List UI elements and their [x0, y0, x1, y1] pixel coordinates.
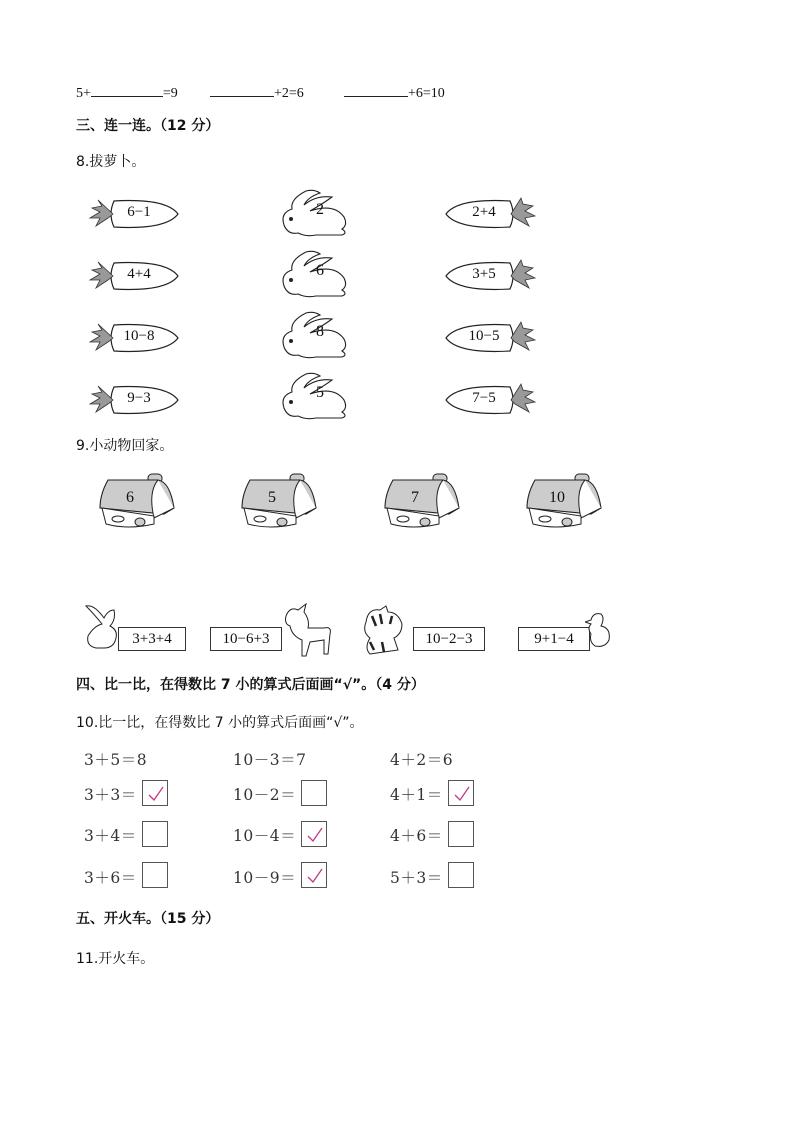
checkmark-icon	[452, 784, 472, 804]
answer-checkbox[interactable]	[448, 780, 474, 806]
section-3-heading: 三、连一连。（12 分）	[76, 118, 220, 134]
answer-checkbox[interactable]	[142, 780, 168, 806]
answer-checkbox[interactable]	[142, 821, 168, 847]
animal-expression-3[interactable]: 10−2−3	[413, 627, 485, 651]
answer-checkbox[interactable]	[142, 862, 168, 888]
goat-icon	[280, 600, 336, 660]
right-carrot-2[interactable]: 3+5	[443, 258, 538, 294]
question-10-title: 10.比一比，在得数比 7 小的算式后面画“√”。	[76, 715, 364, 731]
checkmark-icon	[305, 866, 325, 886]
answer-blank[interactable]	[210, 84, 274, 97]
rabbit-icon	[276, 246, 351, 302]
question-9-title: 9.小动物回家。	[76, 438, 174, 454]
equation: 10－4＝	[233, 827, 297, 845]
question-11-title: 11.开火车。	[76, 951, 155, 967]
equation: 10－9＝	[233, 869, 297, 887]
answer-checkbox[interactable]	[301, 780, 327, 806]
duck-icon	[585, 610, 613, 654]
equation: 4＋1＝	[390, 786, 443, 804]
rabbit-icon	[276, 185, 351, 241]
answer-checkbox[interactable]	[448, 862, 474, 888]
checkmark-icon	[146, 784, 166, 804]
animal-expression-4[interactable]: 9+1−4	[518, 627, 590, 651]
example-equation-3: 4＋2＝6	[390, 751, 454, 769]
answer-blank[interactable]	[344, 84, 408, 97]
equation: 3＋6＝	[84, 869, 137, 887]
rabbit-3[interactable]: 8	[276, 307, 351, 363]
rabbit-1[interactable]: 2	[276, 185, 351, 241]
example-equation-1: 3＋5＝8	[84, 751, 148, 769]
equation: 5＋3＝	[390, 869, 443, 887]
right-carrot-1[interactable]: 2+4	[443, 196, 538, 232]
left-carrot-1[interactable]: 6−1	[86, 196, 181, 232]
blank-item-1: 5+ =9	[76, 86, 178, 101]
rabbit-icon	[276, 368, 351, 424]
cat-icon	[358, 602, 410, 658]
fill-blank-row	[76, 84, 178, 102]
house-3[interactable]: 7	[383, 472, 467, 534]
blank-item-2: +2=6	[210, 84, 304, 102]
house-2[interactable]: 5	[240, 472, 324, 534]
answer-blank[interactable]	[91, 84, 163, 97]
rabbit-icon	[276, 307, 351, 363]
answer-checkbox[interactable]	[301, 821, 327, 847]
answer-checkbox[interactable]	[448, 821, 474, 847]
answer-checkbox[interactable]	[301, 862, 327, 888]
house-4[interactable]: 10	[525, 472, 609, 534]
equation: 3＋4＝	[84, 827, 137, 845]
equation: 4＋6＝	[390, 827, 443, 845]
house-1[interactable]: 6	[98, 472, 182, 534]
example-equation-2: 10－3＝7	[233, 751, 307, 769]
equation: 10－2＝	[233, 786, 297, 804]
right-carrot-4[interactable]: 7−5	[443, 382, 538, 418]
animal-expression-1[interactable]: 3+3+4	[118, 627, 186, 651]
left-carrot-4[interactable]: 9−3	[86, 382, 181, 418]
animal-expression-2[interactable]: 10−6+3	[210, 627, 282, 651]
equation: 3＋3＝	[84, 786, 137, 804]
left-carrot-3[interactable]: 10−8	[86, 320, 181, 356]
section-5-heading: 五、开火车。（15 分）	[76, 911, 220, 927]
section-4-heading: 四、比一比，在得数比 7 小的算式后面画“√”。（4 分）	[76, 677, 425, 693]
left-carrot-2[interactable]: 4+4	[86, 258, 181, 294]
question-8-title: 8.拔萝卜。	[76, 154, 146, 170]
checkmark-icon	[305, 825, 325, 845]
rabbit-icon	[80, 600, 120, 652]
rabbit-4[interactable]: 5	[276, 368, 351, 424]
right-carrot-3[interactable]: 10−5	[443, 320, 538, 356]
rabbit-2[interactable]: 6	[276, 246, 351, 302]
blank-item-3: +6=10	[344, 84, 445, 102]
